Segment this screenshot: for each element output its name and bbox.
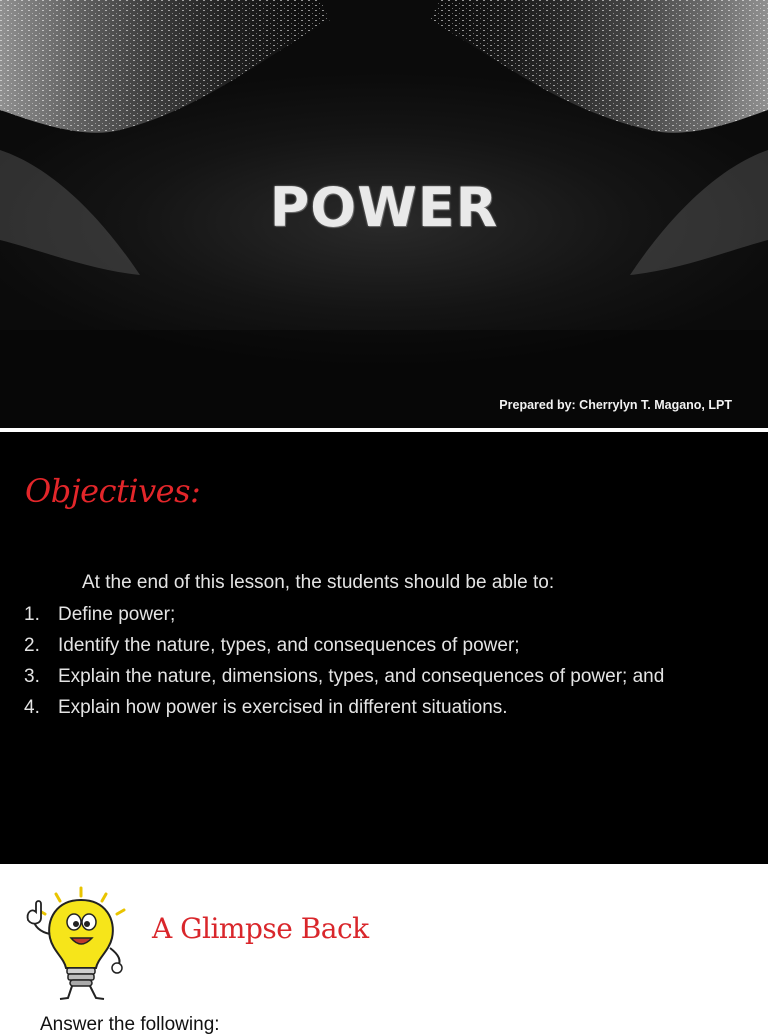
objective-number: 3.: [24, 666, 40, 687]
objective-text: Explain how power is exercised in different situations.: [58, 697, 508, 718]
objectives-slide: [0, 432, 768, 864]
title-slide: [0, 0, 768, 428]
objective-item: [24, 697, 724, 719]
objective-text: Explain the nature, dimensions, types, and consequences of power; and: [58, 666, 665, 687]
lightbulb-mascot-icon: [22, 886, 140, 1004]
objective-text: Define power;: [58, 604, 176, 625]
objectives-list: [24, 604, 724, 728]
objective-text: Identify the nature, types, and consequences of power;: [58, 635, 520, 656]
glimpse-back-heading: A Glimpse Back: [152, 912, 369, 945]
objective-number: 4.: [24, 697, 40, 718]
objective-item: [24, 604, 724, 626]
slide-title: POWER: [269, 176, 499, 239]
objective-number: 2.: [24, 635, 40, 656]
objective-item: [24, 635, 724, 657]
author-credit: Prepared by: Cherrylyn T. Magano, LPT: [499, 398, 732, 412]
objectives-intro: At the end of this lesson, the students should be able to:: [82, 572, 555, 593]
objective-item: [24, 666, 724, 688]
glimpse-back-slide: [0, 864, 768, 1035]
glimpse-back-instruction: Answer the following:: [40, 1014, 220, 1035]
objectives-heading: Objectives:: [25, 472, 201, 510]
objective-number: 1.: [24, 604, 40, 625]
